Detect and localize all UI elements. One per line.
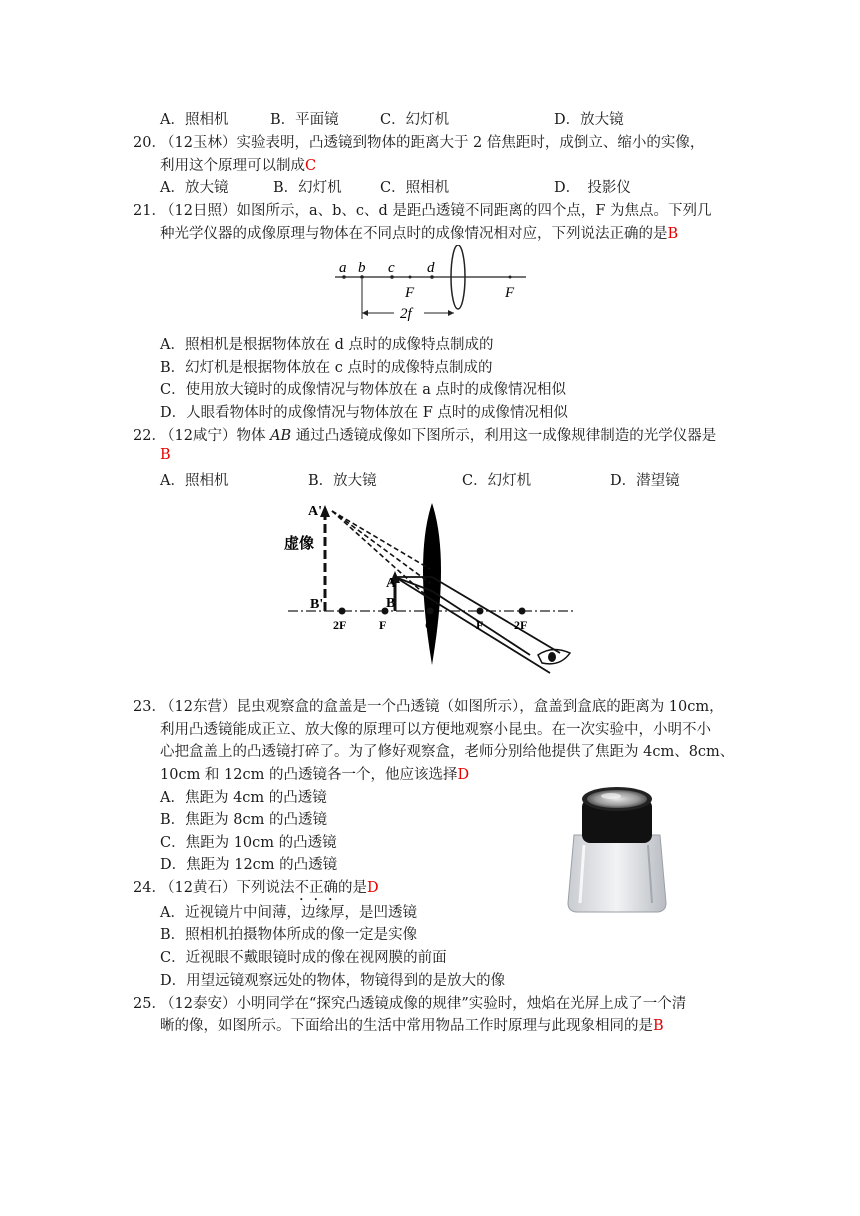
q23-option-a: A．焦距为 4cm 的凸透镜 bbox=[160, 790, 327, 806]
q21-label-f-left: F bbox=[405, 285, 415, 301]
q21-option-b: B．幻灯机是根据物体放在 c 点时的成像特点制成的 bbox=[160, 360, 493, 376]
q22-magnifier-figure bbox=[280, 495, 580, 685]
q22-text-ab: AB bbox=[270, 428, 292, 444]
q24-option-a: A．近视镜片中间薄，边缘厚，是凹透镜 bbox=[160, 905, 417, 921]
q20-text-line2: 利用这个原理可以制成 bbox=[160, 158, 305, 174]
q24-answer: D bbox=[366, 880, 379, 896]
q24-text-emphasis: 不正确 bbox=[294, 880, 338, 896]
q22-answer: B bbox=[160, 447, 171, 463]
q22-label-f-left: F bbox=[379, 618, 387, 632]
q22-label-a: A bbox=[386, 576, 397, 591]
q20-option-a: A．放大镜 bbox=[160, 180, 229, 196]
q20-option-d: D． 投影仪 bbox=[554, 180, 631, 196]
q21-label-a: a bbox=[339, 260, 347, 276]
q21-option-a: A．照相机是根据物体放在 d 点时的成像特点制成的 bbox=[160, 337, 494, 353]
q21-text-line2: 种光学仪器的成像原理与物体在不同点时的成像情况相对应，下列说法正确的是 bbox=[160, 226, 668, 242]
q22-text-part1: （12咸宁）物体 bbox=[160, 428, 271, 444]
q21-answer: B bbox=[667, 226, 679, 242]
q21-label-f-right: F bbox=[505, 285, 515, 301]
q24-number: 24． bbox=[133, 880, 166, 896]
q19-option-c: C．幻灯机 bbox=[380, 112, 450, 128]
q21-lens-figure bbox=[330, 245, 540, 330]
q22-label-a-prime: A' bbox=[308, 504, 322, 519]
q24-option-c: C．近视眼不戴眼镜时成的像在视网膜的前面 bbox=[160, 950, 447, 966]
q20-option-b: B．幻灯机 bbox=[273, 180, 342, 196]
q22-number: 22． bbox=[133, 428, 166, 444]
q22-label-f-right: F bbox=[476, 618, 484, 632]
q19-option-d: D．放大镜 bbox=[554, 112, 624, 128]
q25-number: 25． bbox=[133, 996, 166, 1012]
q20-answer: C bbox=[305, 158, 317, 174]
q20-number: 20． bbox=[133, 135, 166, 151]
q25-answer: B bbox=[653, 1018, 664, 1034]
q19-option-b: B．平面镜 bbox=[270, 112, 339, 128]
q21-number: 21． bbox=[133, 203, 166, 219]
q24-option-d: D．用望远镜观察远处的物体，物镜得到的是放大的像 bbox=[160, 973, 506, 989]
q22-option-c: C．幻灯机 bbox=[462, 473, 532, 489]
q25-text-line1: （12泰安）小明同学在“探究凸透镜成像的规律”实验时，烛焰在光屏上成了一个清 bbox=[160, 996, 687, 1012]
q22-label-o: O bbox=[425, 618, 435, 632]
q23-text-line1: （12东营）昆虫观察盒的盒盖是一个凸透镜（如图所示），盒盖到盒底的距离为 10cm， bbox=[160, 699, 724, 715]
q22-label-b-prime: B' bbox=[310, 597, 324, 612]
q23-text-line4: 10cm 和 12cm 的凸透镜各一个，他应该选择 bbox=[160, 767, 458, 783]
q24-text-part2: 的是 bbox=[337, 880, 367, 896]
q24-option-b: B．照相机拍摄物体所成的像一定是实像 bbox=[160, 927, 418, 943]
q22-option-a: A．照相机 bbox=[160, 473, 229, 489]
q19-option-a: A．照相机 bbox=[160, 112, 229, 128]
q23-option-c: C．焦距为 10cm 的凸透镜 bbox=[160, 835, 337, 851]
q20-option-c: C．照相机 bbox=[380, 180, 450, 196]
q21-option-d: D．人眼看物体时的成像情况与物体放在 F 点时的成像情况相似 bbox=[160, 405, 568, 421]
q23-option-d: D．焦距为 12cm 的凸透镜 bbox=[160, 857, 338, 873]
q22-label-virtual-image: 虚像 bbox=[284, 536, 315, 552]
q21-label-b: b bbox=[358, 260, 366, 276]
q23-text-line3: 心把盒盖上的凸透镜打碎了。为了修好观察盒，老师分别给他提供了焦距为 4cm、8cm、 bbox=[160, 744, 735, 760]
insect-box-photo bbox=[562, 785, 672, 915]
q20-text-line1: （12玉林）实验表明，凸透镜到物体的距离大于 2 倍焦距时，成倒立、缩小的实像， bbox=[160, 135, 705, 151]
q22-label-2f-right: 2F bbox=[514, 618, 528, 632]
q21-option-c: C．使用放大镜时的成像情况与物体放在 a 点时的成像情况相似 bbox=[160, 382, 566, 398]
q22-text-part2: 通过凸透镜成像如下图所示，利用这一成像规律制造的光学仪器是 bbox=[291, 428, 717, 444]
q21-label-c: c bbox=[388, 260, 395, 276]
q25-text-line2: 晰的像，如图所示。下面给出的生活中常用物品工作时原理与此现象相同的是 bbox=[160, 1018, 653, 1034]
q23-answer: D bbox=[457, 767, 470, 783]
q23-number: 23． bbox=[133, 699, 166, 715]
q21-text-line1: （12日照）如图所示，a、b、c、d 是距凸透镜不同距离的四个点，F 为焦点。下列几 bbox=[160, 203, 712, 219]
q21-label-2f: 2f bbox=[400, 306, 412, 322]
q22-option-d: D．潜望镜 bbox=[610, 473, 680, 489]
q21-label-d: d bbox=[427, 260, 435, 276]
q24-text-part1: （12黄石）下列说法 bbox=[160, 880, 295, 896]
q22-label-b: B bbox=[386, 596, 396, 611]
q22-option-b: B．放大镜 bbox=[308, 473, 377, 489]
q22-label-2f-left: 2F bbox=[333, 618, 347, 632]
q23-text-line2: 利用凸透镜能成正立、放大像的原理可以方便地观察小昆虫。在一次实验中，小明不小 bbox=[160, 722, 711, 738]
q23-option-b: B．焦距为 8cm 的凸透镜 bbox=[160, 812, 327, 828]
